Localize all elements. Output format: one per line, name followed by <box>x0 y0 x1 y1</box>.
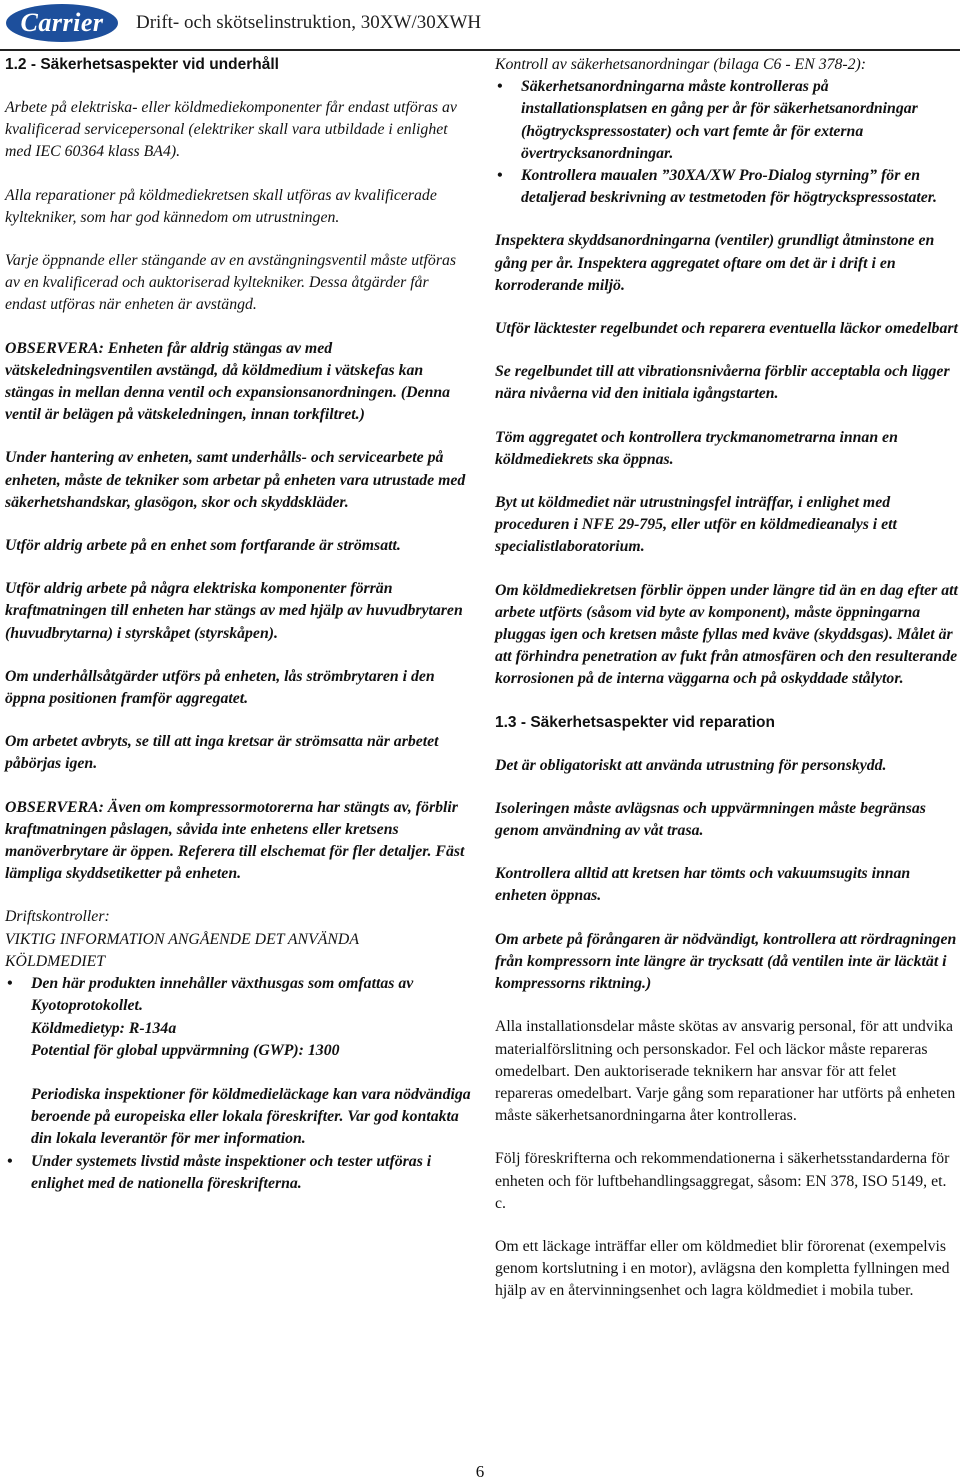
left-paragraph-1: Arbete på elektriska- eller köldmediekomponenter får endast utföras av kvalificerad servicepersonal (elektriker skall vara utbildade i enlighet med IEC 60364 klass BA4). <box>5 99 457 161</box>
left-paragraph-6: Utför aldrig arbete på en enhet som fortfarande är strömsatt. <box>5 537 401 555</box>
right-paragraph-8: Isoleringen måste avlägsnas och uppvärmningen måste begränsas genom användning av våt trasa. <box>495 799 926 840</box>
right-paragraph-10: Om arbete på förångaren är nödvändigt, kontrollera att rördragningen från kompressorn inte längre är trycksatt (då ventilen inte är läcktät i kompressorns riktning.) <box>495 930 957 993</box>
safety-check-bullet-list <box>495 76 958 209</box>
right-paragraph-9: Kontrollera alltid att kretsen har tömts och vakuumsugits innan enheten öppnas. <box>495 865 911 905</box>
left-column <box>5 54 473 1195</box>
left-paragraph-7: Utför aldrig arbete på några elektriska komponenter förrän kraftmatningen till enheten har stängs av med hjälp av huvudbrytaren (huvudbrytarna) i styrskåpet (styrskåpen). <box>5 580 463 642</box>
right-paragraph-7: Det är obligatoriskt att använda utrustning för personskydd. <box>495 756 887 774</box>
list-item <box>5 1151 473 1195</box>
right-paragraph-13: Om ett läckage inträffar eller om köldmediet blir förorenat (exempelvis genom kortslutning i en motor), avlägsna den kompletta fyllningen med hjälp av en återvinningsenhet och lagra köldmediet i mobila tuber. <box>495 1237 950 1300</box>
list-item <box>5 973 473 1150</box>
right-paragraph-3: Se regelbundet till att vibrationsnivåerna förblir acceptabla och ligger nära nivåerna vid den initiala igångstarten. <box>495 363 950 403</box>
right-paragraph-1: Inspektera skyddsanordningarna (ventiler) grundligt åtminstone en gång per år. Inspektera aggregatet oftare om det är i drift i en korroderande miljö. <box>495 232 935 294</box>
left-paragraph-4: OBSERVERA: Enheten får aldrig stängas av med vätskeledningsventilen avstängd, då köldmedium i vätskefas kan stängas in mellan denna ventil och expansionsanordningen. (Denna ventil är belägen på vätskeledningen, innan torkfiltret.) <box>5 339 451 424</box>
page-header <box>0 0 960 52</box>
bullet-1-spacer <box>31 1062 473 1084</box>
right-paragraph-11: Alla installationsdelar måste skötas av ansvarig personal, för att undvika materialförslitning och personskador. Fel och läckor måste repareras omedelbart. Den auktoriserade teknikern har ansvar för att felet repareras omedelbart. Varje gång som reparationer har utförts på enheten måste säkerhetsanordningarna åter kontrolleras. <box>495 1018 956 1125</box>
carrier-logo <box>6 4 118 42</box>
check-heading: Kontroll av säkerhetsanordningar (bilaga C6 - EN 378-2): <box>495 56 867 73</box>
bullet-1-line-4: Periodiska inspektioner för köldmedieläckage kan vara nödvändiga beroende på europeiska eller lokala föreskrifter. Var god kontakta din lokala leverantör för mer information. <box>31 1085 471 1148</box>
list-item <box>495 165 958 209</box>
logo-text: Carrier <box>20 8 104 37</box>
right-paragraph-6: Om köldmediekretsen förblir öppen under längre tid än en dag efter att arbete utförts (såsom vid byte av komponent), måste öppningarna pluggas igen och kretsen måste fyllas med kväve (skyddsgas). Målet är att förhindra penetration av fukt från atmosfären och den resulterande korrosionen på de interna väggarna och på oskyddade stålytor. <box>495 581 958 688</box>
left-paragraph-8: Om underhållsåtgärder utförs på enheten, lås strömbrytaren i den öppna positionen framför aggregatet. <box>5 667 435 708</box>
check-bullet-1: Säkerhetsanordningarna måste kontrolleras på installationsplatsen en gång per år för säkerhetsanordningar (högtryckspressostater) och vart femte år för externa övertrycksanordningar. <box>521 78 918 162</box>
bullet-1-line-1: • Den här produkten innehåller växthusgas som omfattas av Kyotoprotokollet. <box>31 975 414 1015</box>
controls-heading-line-2: KÖLDMEDIET <box>5 952 106 970</box>
section-title-1-3: 1.3 - Säkerhetsaspekter vid reparation <box>495 713 775 731</box>
header-rule <box>0 49 960 51</box>
right-paragraph-4: Töm aggregatet och kontrollera tryckmanometrarna innan en köldmediekrets ska öppnas. <box>495 428 898 468</box>
right-paragraph-12: Följ föreskrifterna och rekommendationerna i säkerhetsstandarderna för enheten och för luftbehandlingsaggregat, såsom: EN 378, ISO 5149, et. c. <box>495 1150 950 1212</box>
right-column <box>495 54 958 1324</box>
list-item <box>495 76 958 165</box>
section-title-1-2: 1.2 - Säkerhetsaspekter vid underhåll <box>5 56 279 73</box>
left-paragraph-2: Alla reparationer på köldmediekretsen skall utföras av kvalificerade kyltekniker, som har god kännedom om utrustningen. <box>5 186 437 226</box>
left-paragraph-9: Om arbetet avbryts, se till att inga kretsar är strömsatta när arbetet påbörjas igen. <box>5 733 439 773</box>
document-title: Drift- och skötselinstruktion, 30XW/30XWH <box>136 12 482 33</box>
left-paragraph-10: OBSERVERA: Även om kompressormotorerna har stängts av, förblir kraftmatningen påslagen, såvida inte enhetens eller kretsens manöverbrytare är öppen. Referera till elschemat för fler detaljer. Fäst lämpliga skyddsetiketter på enheten. <box>5 798 465 883</box>
left-paragraph-5: Under hantering av enheten, samt underhålls- och servicearbete på enheten, måste de tekniker som arbetar på enheten vara utrustade med säkerhetshandskar, glasögon, skor och skyddskläder. <box>5 449 466 511</box>
bullet-1-line-3: Potential för global uppvärmning (GWP): 1300 <box>31 1041 340 1059</box>
right-paragraph-5: Byt ut köldmediet när utrustningsfel inträffar, i enlighet med proceduren i NFE 29-795, eller utför en köldmedieanalys i ett specialistlaboratorium. <box>495 494 897 556</box>
left-paragraph-3: Varje öppnande eller stängande av en avstängningsventil måste utföras av en kvalificerad och auktoriserad kyltekniker. Dessa åtgärder får endast utföras när enheten är avstängd. <box>5 252 457 314</box>
bullet-2-text: Under systemets livstid måste inspektioner och tester utföras i enlighet med de nationella föreskrifterna. <box>31 1152 432 1192</box>
check-bullet-2: Kontrollera maualen ”30XA/XW Pro-Dialog styrning” för en detaljerad beskrivning av testmetoden för högtryckspressostater. <box>521 167 937 207</box>
bullet-1-line-2: Köldmedietyp: R-134a <box>31 1019 177 1037</box>
refrigerant-bullet-list <box>5 973 473 1195</box>
page-number: 6 <box>475 1462 485 1481</box>
controls-label: Driftskontroller: <box>5 908 110 926</box>
right-paragraph-2: Utför läcktester regelbundet och reparera eventuella läckor omedelbart <box>495 320 958 338</box>
controls-heading-line-1: VIKTIG INFORMATION ANGÅENDE DET ANVÄNDA <box>5 930 359 948</box>
